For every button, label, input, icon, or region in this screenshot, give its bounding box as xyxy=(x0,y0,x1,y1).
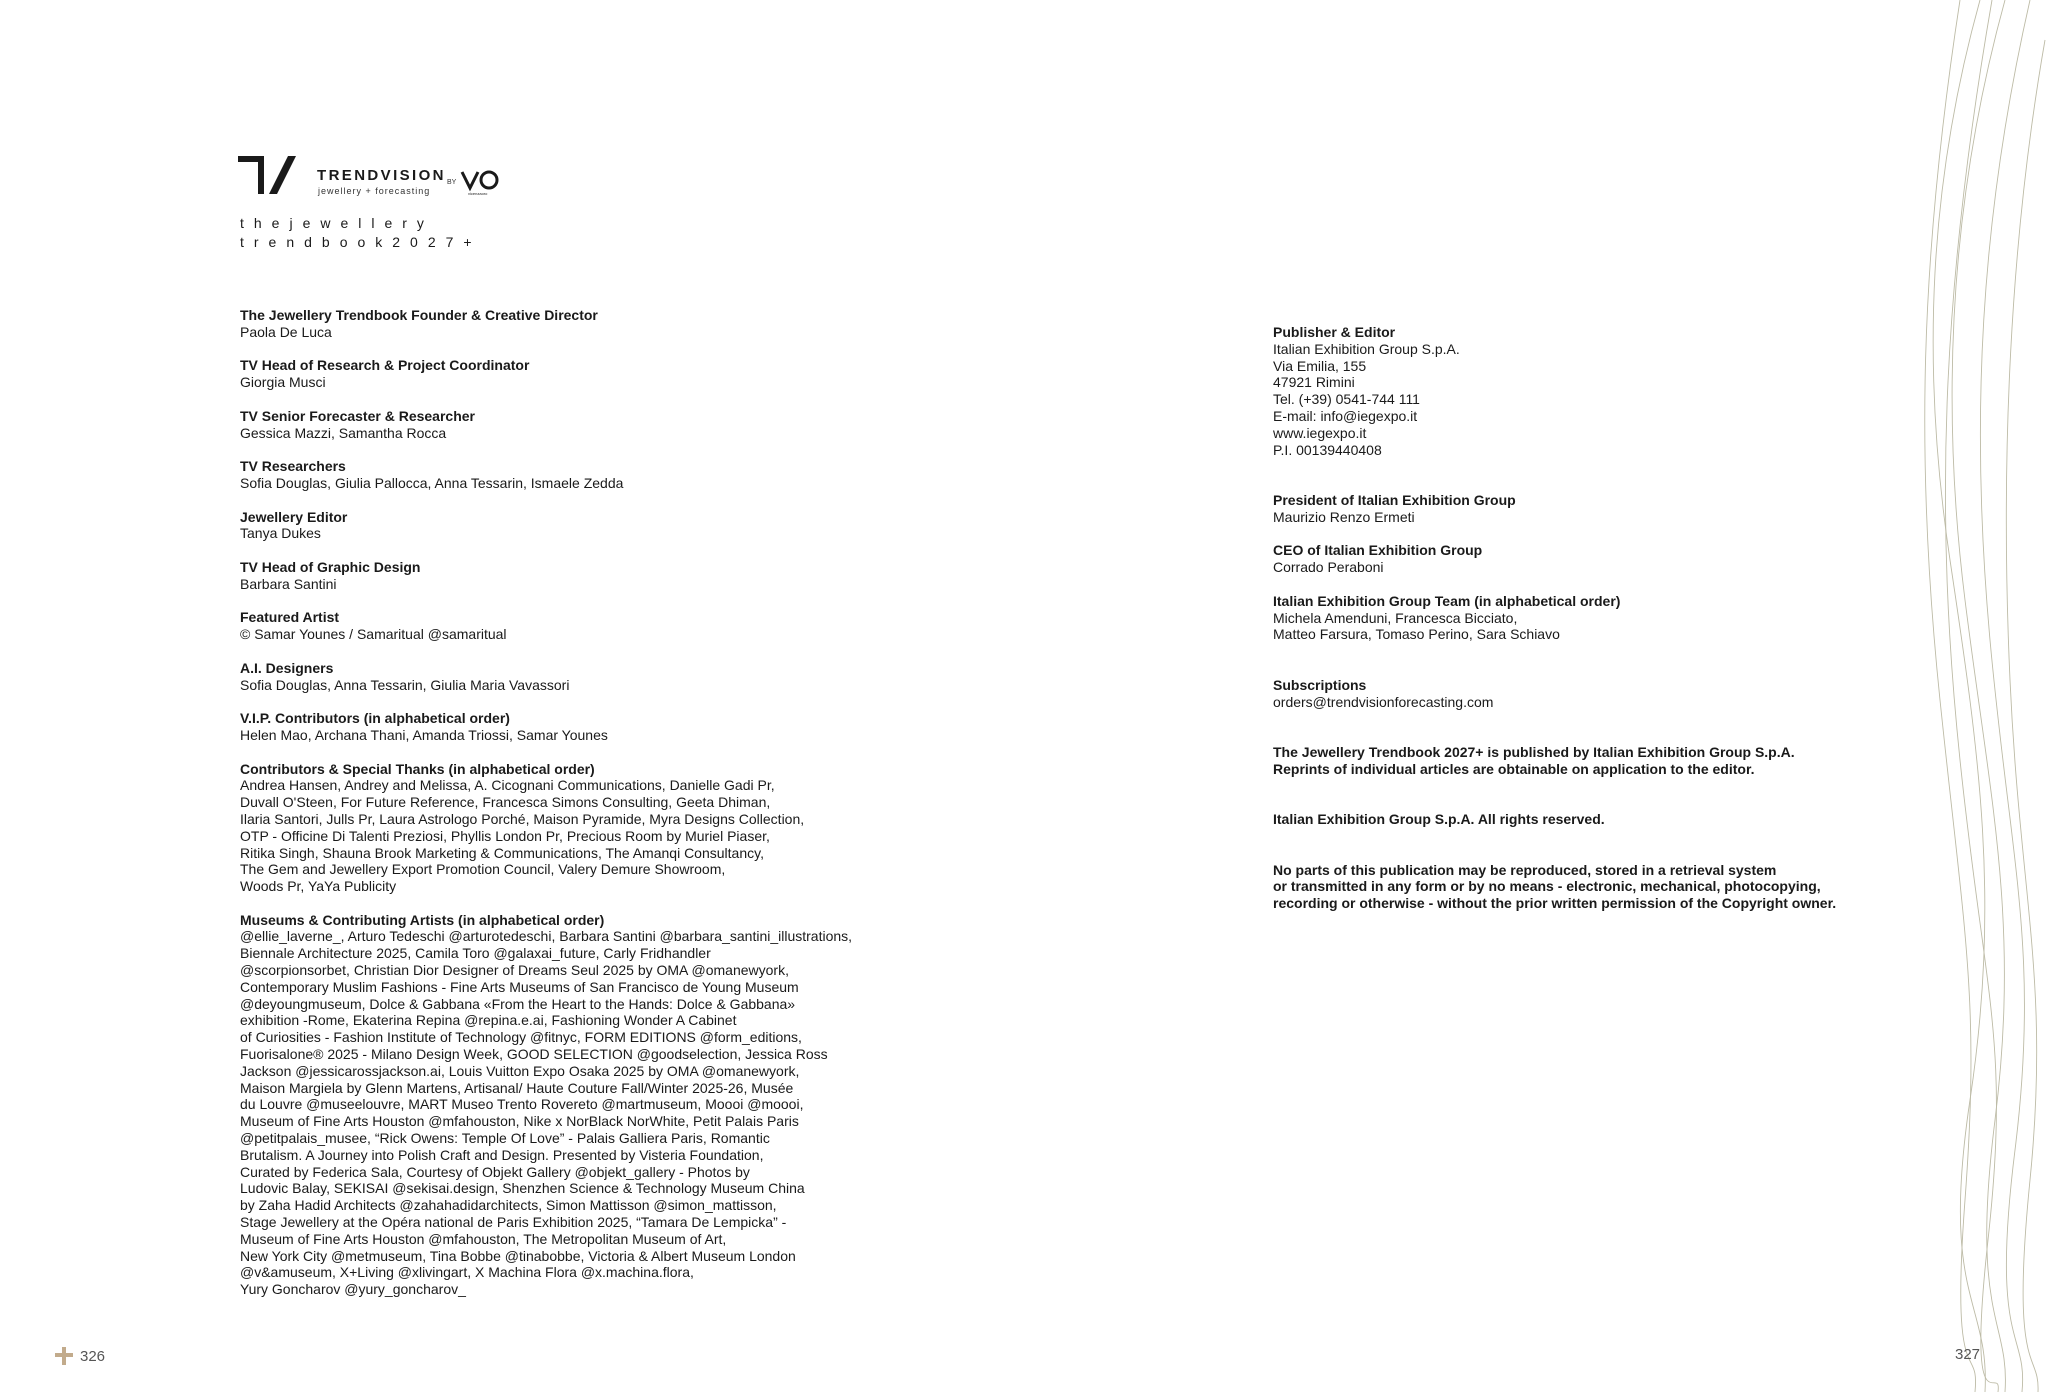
book-title-line1: thejewellery xyxy=(240,215,434,231)
credit-body: © Samar Younes / Samaritual @samaritual xyxy=(240,626,507,643)
credit-body: @ellie_laverne_, Arturo Tedeschi @arturotedeschi, Barbara Santini @barbara_santini_illustrations, Biennale Architecture 2025, Camila Toro @galaxai_future, Carly Fridhandler @scorpionsorbet, Christian Dior Designer of Dreams Seul 2025 by OMA @omanewyork, Contemporary Muslim Fashions - Fine Arts Museums of San Francisco de Young Museum @deyoungmuseum, Dolce & Gabbana «From the Heart to the Hands: Dolce & Gabbana» exhibition -Rome, Ekaterina Repina @repina.e.ai, Fashioning Wonder A Cabinet of Curiosities - Fashion Institute of Technology @fitnyc, FORM EDITIONS @form_editions, Fuorisalone® 2025 - Milano Design Week, GOOD SELECTION @goodselection, Jessica Ross Jackson @jessicarossjackson.ai, Louis Vuitton Expo Osaka 2025 by OMA @omanewyork, Maison Margiela by Glenn Martens, Artisanal/ Haute Couture Fall/Winter 2025-26, Musée du Louvre @museelouvre, MART Museo Trento Rovereto @martmuseum, Moooi @moooi, Museum of Fine Arts Houston @mfahouston, Nike x NorBlack NorWhite, Petit Palais Paris @petitpalais_musee, “Rick Owens: Temple Of Love” - Palais Galliera Paris, Romantic Brutalism. A Journey into Polish Craft and Design. Presented by Visteria Foundation, Curated by Federica Sala, Courtesy of Objekt Gallery @objekt_gallery - Photos by Ludovic Balay, SEKISAI @sekisai.design, Shenzhen Science & Technology Museum China by Zaha Hadid Architects @zahahadidarchitects, Simon Mattisson @simon_mattisson, Stage Jewellery at the Opéra national de Paris Exhibition 2025, “Tamara De Lempicka” - Museum of Fine Arts Houston @mfahouston, The Metropolitan Museum of Art, New York City @metmuseum, Tina Bobbe @tinabobbe, Victoria & Albert Museum London @v&amuseum, X+Living @xlivingart, X Machina Flora @x.machina.flora, Yury Goncharov @yury_goncharov_ xyxy=(240,928,853,1298)
credit-title: V.I.P. Contributors (in alphabetical order) xyxy=(240,710,510,727)
credit-title: Italian Exhibition Group Team (in alphabetical order) xyxy=(1273,592,1621,609)
reproduction-statement: No parts of this publication may be reproduced, stored in a retrieval system or transmitted in any form or by no means - electronic, mechanical, photocopying, recording or otherwise - without the prior written permission of the Copyright owner. xyxy=(1273,861,1837,912)
subscriptions-section xyxy=(1273,677,1893,711)
page-number-left xyxy=(54,1346,105,1366)
credit-section xyxy=(240,912,860,1298)
credit-title: Publisher & Editor xyxy=(1273,324,1396,340)
team-section xyxy=(1273,593,1893,643)
credit-title: A.I. Designers xyxy=(240,659,334,676)
credit-body: Michela Amenduni, Francesca Bicciato, Matteo Farsura, Tomaso Perino, Sara Schiavo xyxy=(1273,609,1560,643)
credit-section xyxy=(240,710,860,744)
credit-body: Tanya Dukes xyxy=(240,525,321,542)
credit-section xyxy=(240,609,860,643)
book-title xyxy=(240,214,482,252)
credit-body: Sofia Douglas, Anna Tessarin, Giulia Maria Vavassori xyxy=(240,676,570,693)
book-title-line2: trendbook2027+ xyxy=(240,234,482,250)
vo-logo-icon xyxy=(460,168,502,196)
credit-title: Contributors & Special Thanks (in alphabetical order) xyxy=(240,760,595,777)
publisher-section xyxy=(1273,324,1893,458)
credit-body: Sofia Douglas, Giulia Pallocca, Anna Tessarin, Ismaele Zedda xyxy=(240,474,624,491)
credit-title: TV Head of Graphic Design xyxy=(240,558,421,575)
brand-by: BY xyxy=(447,179,457,186)
credit-body: Giorgia Musci xyxy=(240,374,326,391)
credit-body: Helen Mao, Archana Thani, Amanda Triossi, Samar Younes xyxy=(240,726,608,743)
brand-tagline: jewellery + forecasting xyxy=(318,186,431,196)
credit-title: TV Head of Research & Project Coordinator xyxy=(240,357,530,374)
credit-title: TV Researchers xyxy=(240,458,346,475)
partner-wordmark: vicenzaoro xyxy=(468,191,488,196)
ceo-section xyxy=(1273,542,1893,576)
credit-body: Maurizio Renzo Ermeti xyxy=(1273,508,1415,525)
credit-title: The Jewellery Trendbook Founder & Creative Director xyxy=(240,307,598,323)
credit-title: Featured Artist xyxy=(240,609,340,626)
credit-title: Museums & Contributing Artists (in alphabetical order) xyxy=(240,911,605,928)
credit-title: Subscriptions xyxy=(1273,676,1367,693)
credit-body: Barbara Santini xyxy=(240,575,337,592)
credit-title: TV Senior Forecaster & Researcher xyxy=(240,407,475,424)
cross-ornament-icon xyxy=(54,1346,74,1366)
subscriptions-email: orders@trendvisionforecasting.com xyxy=(1273,693,1494,710)
credit-section xyxy=(240,660,860,694)
credit-title: CEO of Italian Exhibition Group xyxy=(1273,542,1483,559)
credit-section xyxy=(240,761,860,895)
credit-section xyxy=(240,559,860,593)
credits-left-column xyxy=(240,307,860,1315)
credits-right-column xyxy=(1273,324,1893,945)
credit-body: Corrado Peraboni xyxy=(1273,559,1384,576)
credit-body: Italian Exhibition Group S.p.A. Via Emilia, 155 47921 Rimini Tel. (+39) 0541-744 111 E-mail: info@iegexpo.it www.iegexpo.it P.I. 00139440408 xyxy=(1273,340,1460,458)
page-number-right: 327 xyxy=(1955,1346,1981,1363)
rights-statement: Italian Exhibition Group S.p.A. All rights reserved. xyxy=(1273,811,1605,828)
credit-body: Paola De Luca xyxy=(240,323,332,340)
page-number-left-label: 326 xyxy=(80,1347,106,1365)
tv-monogram-icon xyxy=(238,154,310,196)
credit-body: Andrea Hansen, Andrey and Melissa, A. Cicognani Communications, Danielle Gadi Pr, Duvall O'Steen, For Future Reference, Francesca Simons Consulting, Geeta Dhiman, Ilaria Santori, Julls Pr, Laura Astrologo Porché, Maison Pyramide, Myra Designs Collection, OTP - Officine Di Talenti Preziosi, Phyllis London Pr, Precious Room by Muriel Piaser, Ritika Singh, Shauna Brook Marketing & Communications, The Amanqi Consultancy, The Gem and Jewellery Export Promotion Council, Valery Demure Showroom, Woods Pr, YaYa Publicity xyxy=(240,777,805,895)
decorative-lines xyxy=(1910,0,2050,1392)
credit-title: Jewellery Editor xyxy=(240,508,348,525)
credit-section xyxy=(240,509,860,543)
credit-section xyxy=(240,458,860,492)
president-section xyxy=(1273,492,1893,526)
credit-section xyxy=(240,357,860,391)
brand-name: TRENDVISION xyxy=(317,167,446,184)
published-statement: The Jewellery Trendbook 2027+ is published by Italian Exhibition Group S.p.A. Reprints of individual articles are obtainable on application to the editor. xyxy=(1273,743,1795,777)
credit-title: President of Italian Exhibition Group xyxy=(1273,491,1516,508)
credit-section xyxy=(240,307,860,341)
credit-section xyxy=(240,408,860,442)
credit-body: Gessica Mazzi, Samantha Rocca xyxy=(240,424,447,441)
